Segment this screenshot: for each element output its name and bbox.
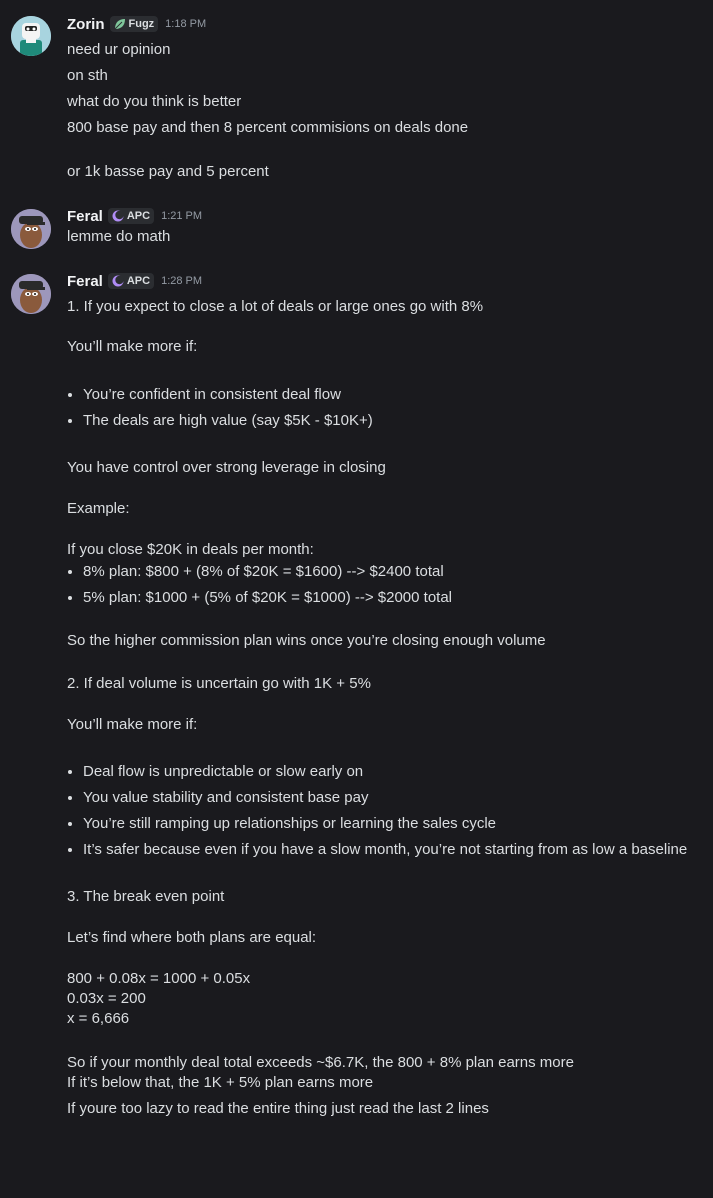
list-item: • You’re confident in consistent deal flow [83,385,713,405]
math-line: x = 6,666 [67,1010,130,1027]
server-tag-label: APC [126,275,151,287]
timestamp[interactable]: 1:21 PM [161,210,203,222]
message-line: So if your monthly deal total exceeds ~$6.7K, the 800 + 8% plan earns more [67,1054,574,1071]
message-line: If it’s below that, the 1K + 5% plan earns more [67,1074,374,1091]
message-line: need ur opinion [67,41,171,58]
list-item: • Deal flow is unpredictable or slow early on [83,762,713,782]
message-line: or 1k basse pay and 5 percent [67,163,269,180]
message-line: So the higher commission plan wins once you’re closing enough volume [67,632,546,649]
bullet-list [67,762,713,860]
server-tag[interactable] [110,16,159,32]
message-line: You have control over strong leverage in closing [67,459,386,476]
author-name[interactable]: Feral [67,207,103,225]
list-item: • You’re still ramping up relationships or learning the sales cycle [83,814,713,834]
list-item: • 5% plan: $1000 + (5% of $20K = $1000) --> $2000 total [83,588,713,608]
moon-icon [112,275,124,287]
message-line: You’ll make more if: [67,716,198,733]
timestamp[interactable]: 1:28 PM [161,275,203,287]
message-zorin [0,14,713,182]
server-tag-label: Fugz [128,18,155,30]
server-tag-label: APC [126,210,151,222]
message-line: on sth [67,67,108,84]
moon-icon [112,210,124,222]
avatar[interactable] [11,16,51,56]
message-line: 1. If you expect to close a lot of deals or large ones go with 8% [67,298,484,315]
bullet-list [67,562,713,608]
message-line: 3. The break even point [67,888,225,905]
message-line: what do you think is better [67,93,242,110]
message-line: 800 base pay and then 8 percent commisions on deals done [67,119,469,136]
author-name[interactable]: Feral [67,272,103,290]
server-tag[interactable] [108,208,154,224]
math-line: 0.03x = 200 [67,990,146,1007]
avatar[interactable] [11,274,51,314]
list-item: • It’s safer because even if you have a slow month, you’re not starting from as low a baseline [83,840,713,860]
server-tag[interactable] [108,273,154,289]
message-line: lemme do math [67,228,171,245]
math-line: 800 + 0.08x = 1000 + 0.05x [67,970,251,987]
bullet-list [67,385,713,431]
list-item: • 8% plan: $800 + (8% of $20K = $1600) --> $2400 total [83,562,713,582]
message-line: If youre too lazy to read the entire thing just read the last 2 lines [67,1100,489,1117]
message-line: Example: [67,500,130,517]
message-line: You’ll make more if: [67,338,198,355]
leaf-icon [114,18,126,30]
message-feral-2 [0,271,713,1119]
message-line: If you close $20K in deals per month: [67,541,314,558]
author-name[interactable]: Zorin [67,15,105,33]
list-item: • The deals are high value (say $5K - $10K+) [83,411,713,431]
message-line: Let’s find where both plans are equal: [67,929,317,946]
timestamp[interactable]: 1:18 PM [165,18,207,30]
message-line: 2. If deal volume is uncertain go with 1K + 5% [67,675,371,692]
list-item: • You value stability and consistent base pay [83,788,713,808]
message-feral-1 [0,206,713,247]
avatar[interactable] [11,209,51,249]
